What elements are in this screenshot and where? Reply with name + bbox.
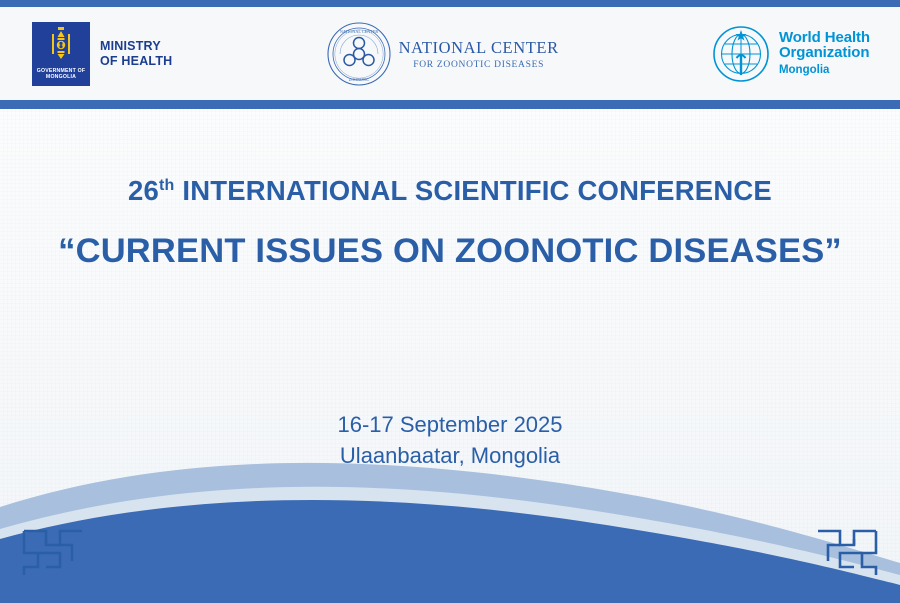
event-date: 16-17 September 2025	[337, 412, 563, 437]
logo-header-band	[0, 7, 900, 100]
government-emblem-caption: GOVERNMENT OF MONGOLIA	[36, 67, 86, 81]
event-location: Ulaanbaatar, Mongolia	[339, 443, 561, 468]
ministry-word-line2: OF HEALTH	[100, 53, 173, 68]
national-center-subtitle: FOR ZOONOTIC DISEASES	[413, 59, 545, 70]
ornament-right-icon	[810, 523, 884, 579]
conference-number: 26	[128, 175, 160, 206]
national-center-logo	[326, 7, 559, 100]
title-block	[0, 175, 900, 276]
zoonotic-center-seal-icon	[326, 21, 392, 87]
svg-text:ZOONOTIC: ZOONOTIC	[348, 76, 369, 82]
bottom-wave-decoration	[0, 443, 900, 603]
mongolia-state-emblem-icon	[32, 22, 90, 86]
who-line2: Organization	[778, 43, 870, 61]
conference-number-suffix: th	[159, 176, 175, 194]
ornament-left-icon	[16, 523, 90, 579]
who-country-label: Mongolia	[778, 63, 830, 76]
top-accent-bar	[0, 0, 900, 7]
national-center-title: NATIONAL CENTER	[398, 37, 559, 57]
ministry-of-health-logo	[32, 7, 172, 100]
soyombo-icon	[48, 26, 74, 64]
conference-theme: “CURRENT ISSUES ON ZOONOTIC DISEASES”	[58, 232, 842, 270]
ministry-of-health-label	[100, 39, 172, 69]
conference-heading	[0, 175, 900, 207]
ministry-word-line1: MINISTRY	[100, 38, 161, 53]
who-logo	[712, 7, 870, 100]
header-separator-bar	[0, 100, 900, 109]
svg-text:NATIONAL CENTER: NATIONAL CENTER	[339, 28, 378, 34]
conference-heading-text: INTERNATIONAL SCIENTIFIC CONFERENCE	[174, 175, 772, 206]
who-line1: World Health	[778, 28, 870, 46]
who-emblem-icon	[712, 25, 770, 83]
slide-body	[0, 109, 900, 603]
